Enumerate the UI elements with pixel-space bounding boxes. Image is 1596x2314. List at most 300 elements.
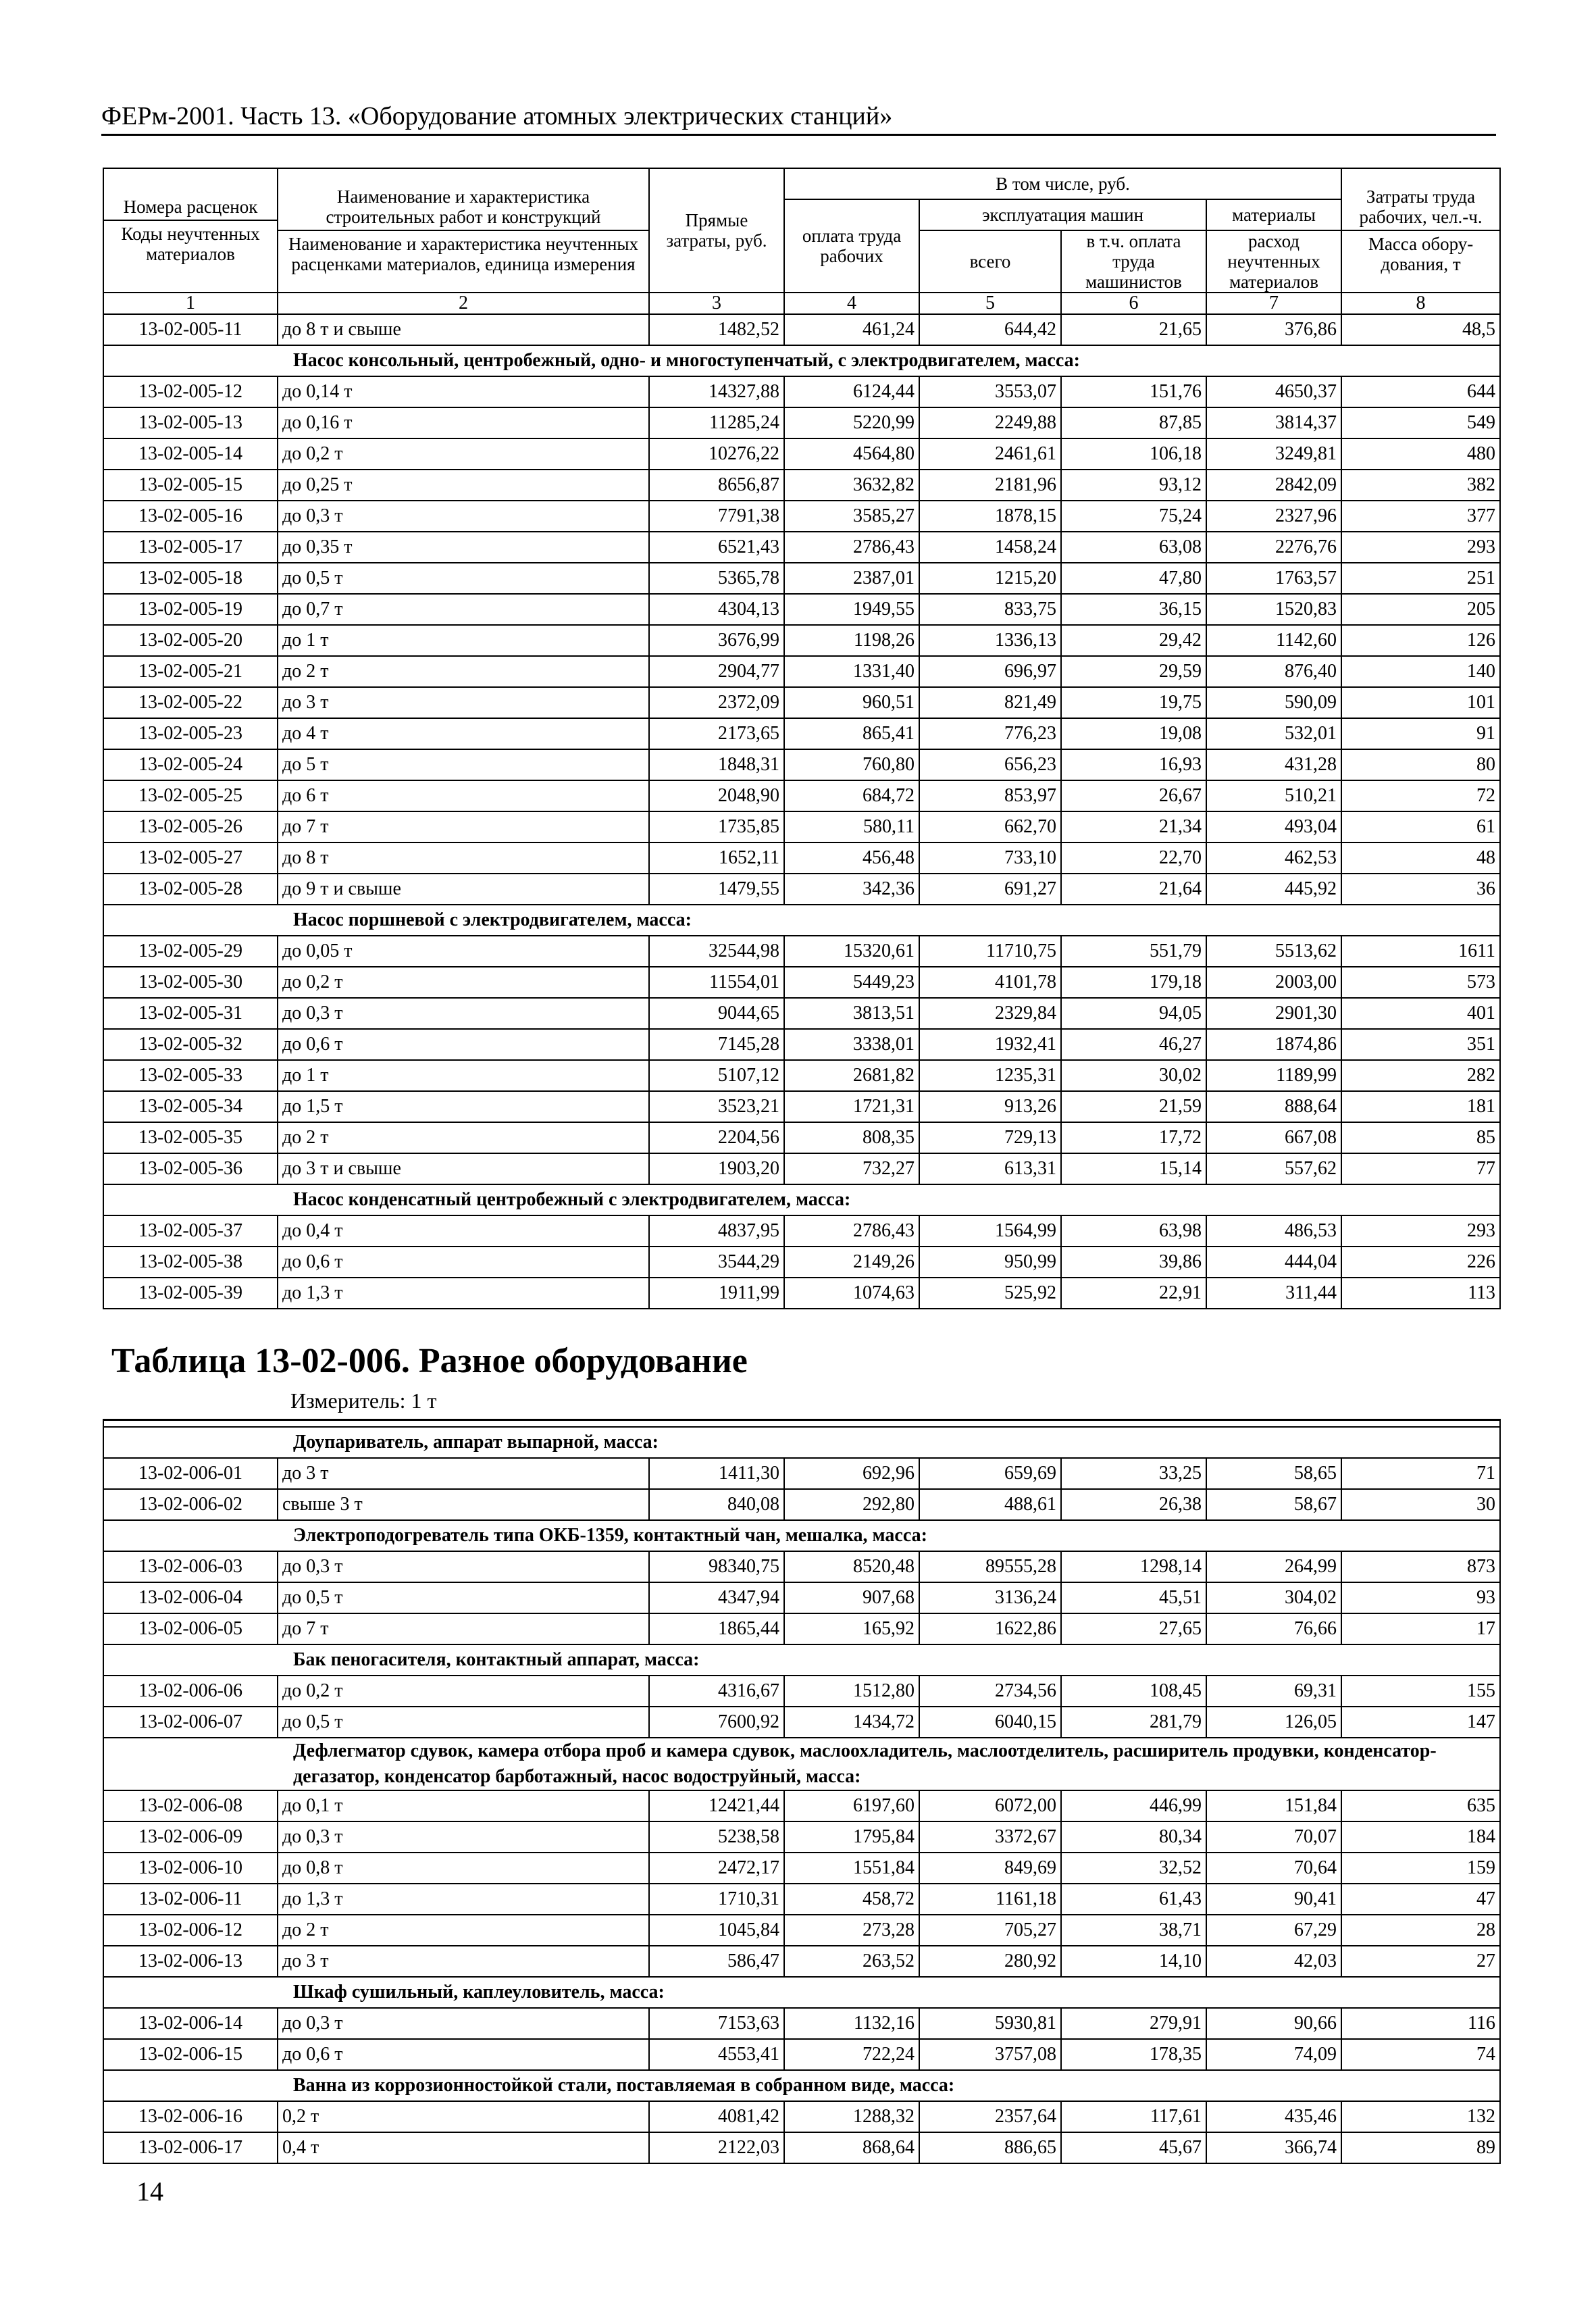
table-row xyxy=(103,563,1500,594)
rate-code: 13-02-005-19 xyxy=(103,594,278,625)
operator-pay: 19,08 xyxy=(1061,718,1206,749)
machines-total: 950,99 xyxy=(919,1247,1061,1278)
page-header: ФЕРм-2001. Часть 13. «Оборудование атомных электрических станций» xyxy=(101,101,1496,136)
work-name: до 1,3 т xyxy=(278,1884,649,1915)
materials: 532,01 xyxy=(1206,718,1341,749)
table-row xyxy=(103,998,1500,1029)
materials: 42,03 xyxy=(1206,1946,1341,1977)
work-name: до 0,3 т xyxy=(278,998,649,1029)
operator-pay: 22,91 xyxy=(1061,1278,1206,1309)
materials: 493,04 xyxy=(1206,811,1341,842)
table-row xyxy=(103,1582,1500,1613)
rate-code: 13-02-005-23 xyxy=(103,718,278,749)
direct-costs: 7145,28 xyxy=(649,1029,784,1060)
machines-total: 913,26 xyxy=(919,1091,1061,1122)
direct-costs: 840,08 xyxy=(649,1489,784,1520)
machines-total: 2734,56 xyxy=(919,1676,1061,1707)
machines-total: 3757,08 xyxy=(919,2039,1061,2070)
table-row xyxy=(103,376,1500,407)
direct-costs: 5238,58 xyxy=(649,1821,784,1853)
operator-pay: 21,64 xyxy=(1061,874,1206,905)
worker-pay: 1288,32 xyxy=(784,2101,919,2132)
direct-costs: 2372,09 xyxy=(649,687,784,718)
rate-code: 13-02-006-12 xyxy=(103,1915,278,1946)
materials: 1189,99 xyxy=(1206,1060,1341,1091)
labor-costs: 293 xyxy=(1341,1215,1500,1247)
labor-costs: 159 xyxy=(1341,1853,1500,1884)
section-row xyxy=(103,1644,1500,1676)
rate-code: 13-02-005-26 xyxy=(103,811,278,842)
direct-costs: 3676,99 xyxy=(649,625,784,656)
labor-costs: 48 xyxy=(1341,842,1500,874)
materials: 3249,81 xyxy=(1206,438,1341,470)
direct-costs: 8656,87 xyxy=(649,470,784,501)
machines-total: 659,69 xyxy=(919,1458,1061,1489)
work-name: до 0,3 т xyxy=(278,1551,649,1582)
direct-costs: 12421,44 xyxy=(649,1790,784,1821)
section-row xyxy=(103,345,1500,376)
machines-total: 1215,20 xyxy=(919,563,1061,594)
operator-pay: 446,99 xyxy=(1061,1790,1206,1821)
machines-total: 656,23 xyxy=(919,749,1061,780)
rate-code: 13-02-005-32 xyxy=(103,1029,278,1060)
worker-pay: 1074,63 xyxy=(784,1278,919,1309)
labor-costs: 71 xyxy=(1341,1458,1500,1489)
table-row xyxy=(103,1613,1500,1644)
section-title: Ванна из коррозионностойкой стали, поставляемая в собранном виде, масса: xyxy=(103,2070,1500,2101)
materials: 876,40 xyxy=(1206,656,1341,687)
work-name: свыше 3 т xyxy=(278,1489,649,1520)
direct-costs: 2472,17 xyxy=(649,1853,784,1884)
table-row xyxy=(103,532,1500,563)
labor-costs: 101 xyxy=(1341,687,1500,718)
machines-total: 1622,86 xyxy=(919,1613,1061,1644)
machines-total: 3553,07 xyxy=(919,376,1061,407)
labor-costs: 282 xyxy=(1341,1060,1500,1091)
col-header-machines: эксплуатация машин xyxy=(919,199,1206,230)
operator-pay: 61,43 xyxy=(1061,1884,1206,1915)
direct-costs: 3523,21 xyxy=(649,1091,784,1122)
labor-costs: 91 xyxy=(1341,718,1500,749)
direct-costs: 5107,12 xyxy=(649,1060,784,1091)
operator-pay: 16,93 xyxy=(1061,749,1206,780)
materials: 486,53 xyxy=(1206,1215,1341,1247)
operator-pay: 33,25 xyxy=(1061,1458,1206,1489)
rate-code: 13-02-005-22 xyxy=(103,687,278,718)
rate-code: 13-02-006-06 xyxy=(103,1676,278,1707)
materials: 69,31 xyxy=(1206,1676,1341,1707)
labor-costs: 480 xyxy=(1341,438,1500,470)
table-row xyxy=(103,470,1500,501)
operator-pay: 47,80 xyxy=(1061,563,1206,594)
worker-pay: 732,27 xyxy=(784,1153,919,1184)
direct-costs: 1911,99 xyxy=(649,1278,784,1309)
work-name: до 0,3 т xyxy=(278,501,649,532)
direct-costs: 9044,65 xyxy=(649,998,784,1029)
worker-pay: 1132,16 xyxy=(784,2008,919,2039)
work-name: до 1,3 т xyxy=(278,1278,649,1309)
table-row xyxy=(103,1029,1500,1060)
work-name: до 0,05 т xyxy=(278,936,649,967)
materials: 2276,76 xyxy=(1206,532,1341,563)
operator-pay: 178,35 xyxy=(1061,2039,1206,2070)
measure-unit: Измеритель: 1 т xyxy=(290,1388,437,1413)
direct-costs: 586,47 xyxy=(649,1946,784,1977)
rate-code: 13-02-005-36 xyxy=(103,1153,278,1184)
work-name: до 9 т и свыше xyxy=(278,874,649,905)
operator-pay: 46,27 xyxy=(1061,1029,1206,1060)
labor-costs: 635 xyxy=(1341,1790,1500,1821)
rate-code: 13-02-005-29 xyxy=(103,936,278,967)
labor-costs: 382 xyxy=(1341,470,1500,501)
rate-code: 13-02-006-02 xyxy=(103,1489,278,1520)
work-name: до 0,5 т xyxy=(278,1707,649,1738)
rate-code: 13-02-005-16 xyxy=(103,501,278,532)
work-name: до 3 т xyxy=(278,1458,649,1489)
table-row xyxy=(103,1853,1500,1884)
materials: 151,84 xyxy=(1206,1790,1341,1821)
table-row xyxy=(103,2132,1500,2163)
materials: 70,07 xyxy=(1206,1821,1341,1853)
operator-pay: 21,65 xyxy=(1061,314,1206,345)
operator-pay: 93,12 xyxy=(1061,470,1206,501)
worker-pay: 684,72 xyxy=(784,780,919,811)
table-row xyxy=(103,625,1500,656)
direct-costs: 1903,20 xyxy=(649,1153,784,1184)
materials: 667,08 xyxy=(1206,1122,1341,1153)
work-name: до 0,6 т xyxy=(278,1247,649,1278)
table-row xyxy=(103,2101,1500,2132)
work-name: до 0,35 т xyxy=(278,532,649,563)
labor-costs: 251 xyxy=(1341,563,1500,594)
col-header-worker-pay: оплата труда рабочих xyxy=(784,199,919,293)
worker-pay: 865,41 xyxy=(784,718,919,749)
labor-costs: 132 xyxy=(1341,2101,1500,2132)
table-title: Таблица 13-02-006. Разное оборудование xyxy=(111,1342,748,1380)
direct-costs: 7791,38 xyxy=(649,501,784,532)
worker-pay: 760,80 xyxy=(784,749,919,780)
section-title: Шкаф сушильный, каплеуловитель, масса: xyxy=(103,1977,1500,2008)
section-row xyxy=(103,1520,1500,1551)
direct-costs: 5365,78 xyxy=(649,563,784,594)
worker-pay: 580,11 xyxy=(784,811,919,842)
rate-code: 13-02-005-38 xyxy=(103,1247,278,1278)
work-name: до 0,5 т xyxy=(278,563,649,594)
section-row xyxy=(103,1738,1500,1790)
worker-pay: 1434,72 xyxy=(784,1707,919,1738)
machines-total: 696,97 xyxy=(919,656,1061,687)
machines-total: 729,13 xyxy=(919,1122,1061,1153)
work-name: до 0,14 т xyxy=(278,376,649,407)
rate-code: 13-02-005-27 xyxy=(103,842,278,874)
labor-costs: 377 xyxy=(1341,501,1500,532)
work-name: до 0,25 т xyxy=(278,470,649,501)
machines-total: 705,27 xyxy=(919,1915,1061,1946)
work-name: 0,4 т xyxy=(278,2132,649,2163)
materials: 2901,30 xyxy=(1206,998,1341,1029)
operator-pay: 106,18 xyxy=(1061,438,1206,470)
table-body xyxy=(103,1420,1500,2164)
machines-total: 1336,13 xyxy=(919,625,1061,656)
col-header-group: В том числе, руб. xyxy=(784,168,1341,199)
direct-costs: 7153,63 xyxy=(649,2008,784,2039)
materials: 90,66 xyxy=(1206,2008,1341,2039)
table-row xyxy=(103,407,1500,438)
materials: 2842,09 xyxy=(1206,470,1341,501)
section-title: Бак пеногасителя, контактный аппарат, масса: xyxy=(103,1644,1500,1676)
work-name: до 8 т и свыше xyxy=(278,314,649,345)
worker-pay: 1198,26 xyxy=(784,625,919,656)
table-row xyxy=(103,2039,1500,2070)
worker-pay: 456,48 xyxy=(784,842,919,874)
page-number: 14 xyxy=(136,2176,163,2207)
section-title: Насос консольный, центробежный, одно- и многоступенчатый, с электродвигателем, масса: xyxy=(103,345,1500,376)
direct-costs: 7600,92 xyxy=(649,1707,784,1738)
operator-pay: 38,71 xyxy=(1061,1915,1206,1946)
machines-total: 525,92 xyxy=(919,1278,1061,1309)
table-row xyxy=(103,1122,1500,1153)
operator-pay: 1298,14 xyxy=(1061,1551,1206,1582)
worker-pay: 5220,99 xyxy=(784,407,919,438)
work-name: до 0,8 т xyxy=(278,1853,649,1884)
section-title: Доупариватель, аппарат выпарной, масса: xyxy=(103,1427,1500,1458)
worker-pay: 960,51 xyxy=(784,687,919,718)
materials: 1520,83 xyxy=(1206,594,1341,625)
work-name: до 0,1 т xyxy=(278,1790,649,1821)
machines-total: 833,75 xyxy=(919,594,1061,625)
machines-total: 853,97 xyxy=(919,780,1061,811)
direct-costs: 6521,43 xyxy=(649,532,784,563)
table-row xyxy=(103,438,1500,470)
labor-costs: 27 xyxy=(1341,1946,1500,1977)
worker-pay: 722,24 xyxy=(784,2039,919,2070)
materials: 510,21 xyxy=(1206,780,1341,811)
table-row xyxy=(103,967,1500,998)
work-name: до 2 т xyxy=(278,1122,649,1153)
direct-costs: 32544,98 xyxy=(649,936,784,967)
table-row xyxy=(103,749,1500,780)
table-row xyxy=(103,1091,1500,1122)
table-row xyxy=(103,1790,1500,1821)
labor-costs: 17 xyxy=(1341,1613,1500,1644)
rate-code: 13-02-006-08 xyxy=(103,1790,278,1821)
rate-code: 13-02-005-13 xyxy=(103,407,278,438)
machines-total: 3136,24 xyxy=(919,1582,1061,1613)
labor-costs: 28 xyxy=(1341,1915,1500,1946)
direct-costs: 10276,22 xyxy=(649,438,784,470)
materials: 70,64 xyxy=(1206,1853,1341,1884)
machines-total: 1878,15 xyxy=(919,501,1061,532)
rate-code: 13-02-005-30 xyxy=(103,967,278,998)
machines-total: 1564,99 xyxy=(919,1215,1061,1247)
materials: 444,04 xyxy=(1206,1247,1341,1278)
direct-costs: 1479,55 xyxy=(649,874,784,905)
operator-pay: 179,18 xyxy=(1061,967,1206,998)
work-name: до 8 т xyxy=(278,842,649,874)
table-row xyxy=(103,1458,1500,1489)
col-header-labor: Затраты труда рабочих, чел.-ч. Масса обору-дования, т xyxy=(1341,168,1500,293)
direct-costs: 4304,13 xyxy=(649,594,784,625)
rate-code: 13-02-005-18 xyxy=(103,563,278,594)
table-row xyxy=(103,1915,1500,1946)
worker-pay: 263,52 xyxy=(784,1946,919,1977)
rate-code: 13-02-005-21 xyxy=(103,656,278,687)
rate-code: 13-02-005-15 xyxy=(103,470,278,501)
labor-costs: 48,5 xyxy=(1341,314,1500,345)
materials: 311,44 xyxy=(1206,1278,1341,1309)
direct-costs: 3544,29 xyxy=(649,1247,784,1278)
table-row xyxy=(103,1551,1500,1582)
labor-costs: 74 xyxy=(1341,2039,1500,2070)
worker-pay: 1721,31 xyxy=(784,1091,919,1122)
work-name: до 3 т xyxy=(278,687,649,718)
col-header-total: всего xyxy=(919,230,1061,293)
machines-total: 1458,24 xyxy=(919,532,1061,563)
labor-costs: 293 xyxy=(1341,532,1500,563)
labor-costs: 184 xyxy=(1341,1821,1500,1853)
direct-costs: 4316,67 xyxy=(649,1676,784,1707)
labor-costs: 351 xyxy=(1341,1029,1500,1060)
materials: 76,66 xyxy=(1206,1613,1341,1644)
materials: 3814,37 xyxy=(1206,407,1341,438)
materials: 2327,96 xyxy=(1206,501,1341,532)
worker-pay: 1795,84 xyxy=(784,1821,919,1853)
labor-costs: 113 xyxy=(1341,1278,1500,1309)
direct-costs: 1710,31 xyxy=(649,1884,784,1915)
work-name: до 1 т xyxy=(278,1060,649,1091)
materials: 264,99 xyxy=(1206,1551,1341,1582)
direct-costs: 1848,31 xyxy=(649,749,784,780)
table-row xyxy=(103,1884,1500,1915)
worker-pay: 458,72 xyxy=(784,1884,919,1915)
col-header-codes: Номера расценок Коды неучтенных материалов xyxy=(103,168,278,293)
labor-costs: 80 xyxy=(1341,749,1500,780)
work-name: до 1 т xyxy=(278,625,649,656)
work-name: до 0,6 т xyxy=(278,1029,649,1060)
worker-pay: 461,24 xyxy=(784,314,919,345)
labor-costs: 126 xyxy=(1341,625,1500,656)
rate-code: 13-02-005-33 xyxy=(103,1060,278,1091)
work-name: до 0,2 т xyxy=(278,438,649,470)
work-name: до 0,5 т xyxy=(278,1582,649,1613)
worker-pay: 2786,43 xyxy=(784,532,919,563)
rate-code: 13-02-005-17 xyxy=(103,532,278,563)
labor-costs: 147 xyxy=(1341,1707,1500,1738)
materials: 1874,86 xyxy=(1206,1029,1341,1060)
rate-code: 13-02-006-14 xyxy=(103,2008,278,2039)
machines-total: 2181,96 xyxy=(919,470,1061,501)
worker-pay: 2387,01 xyxy=(784,563,919,594)
labor-costs: 116 xyxy=(1341,2008,1500,2039)
labor-costs: 155 xyxy=(1341,1676,1500,1707)
work-name: до 2 т xyxy=(278,656,649,687)
direct-costs: 2204,56 xyxy=(649,1122,784,1153)
operator-pay: 75,24 xyxy=(1061,501,1206,532)
worker-pay: 808,35 xyxy=(784,1122,919,1153)
operator-pay: 63,08 xyxy=(1061,532,1206,563)
materials: 304,02 xyxy=(1206,1582,1341,1613)
worker-pay: 6124,44 xyxy=(784,376,919,407)
col-header-operator-pay: в т.ч. оплата труда машинистов xyxy=(1061,230,1206,293)
direct-costs: 2173,65 xyxy=(649,718,784,749)
work-name: 0,2 т xyxy=(278,2101,649,2132)
worker-pay: 342,36 xyxy=(784,874,919,905)
labor-costs: 89 xyxy=(1341,2132,1500,2163)
machines-total: 6040,15 xyxy=(919,1707,1061,1738)
operator-pay: 27,65 xyxy=(1061,1613,1206,1644)
labor-costs: 401 xyxy=(1341,998,1500,1029)
machines-total: 89555,28 xyxy=(919,1551,1061,1582)
labor-costs: 644 xyxy=(1341,376,1500,407)
machines-total: 11710,75 xyxy=(919,936,1061,967)
table-row xyxy=(103,1247,1500,1278)
rates-table-13-02-005 xyxy=(103,168,1501,1309)
labor-costs: 140 xyxy=(1341,656,1500,687)
work-name: до 0,16 т xyxy=(278,407,649,438)
machines-total: 1235,31 xyxy=(919,1060,1061,1091)
col-header-name: Наименование и характеристика строительных работ и конструкций Наименование и характеристика неучтенных расценками материалов, единица измерения xyxy=(278,168,649,293)
section-row xyxy=(103,1184,1500,1215)
operator-pay: 63,98 xyxy=(1061,1215,1206,1247)
worker-pay: 6197,60 xyxy=(784,1790,919,1821)
machines-total: 849,69 xyxy=(919,1853,1061,1884)
operator-pay: 19,75 xyxy=(1061,687,1206,718)
rate-code: 13-02-006-17 xyxy=(103,2132,278,2163)
materials: 4650,37 xyxy=(1206,376,1341,407)
work-name: до 0,2 т xyxy=(278,1676,649,1707)
direct-costs: 4081,42 xyxy=(649,2101,784,2132)
machines-total: 1932,41 xyxy=(919,1029,1061,1060)
col-header-direct-costs: Прямые затраты, руб. xyxy=(649,168,784,293)
worker-pay: 165,92 xyxy=(784,1613,919,1644)
rate-code: 13-02-005-25 xyxy=(103,780,278,811)
materials: 90,41 xyxy=(1206,1884,1341,1915)
rate-code: 13-02-005-37 xyxy=(103,1215,278,1247)
section-row xyxy=(103,1427,1500,1458)
worker-pay: 692,96 xyxy=(784,1458,919,1489)
direct-costs: 1865,44 xyxy=(649,1613,784,1644)
labor-costs: 181 xyxy=(1341,1091,1500,1122)
operator-pay: 39,86 xyxy=(1061,1247,1206,1278)
operator-pay: 87,85 xyxy=(1061,407,1206,438)
materials: 1142,60 xyxy=(1206,625,1341,656)
operator-pay: 45,67 xyxy=(1061,2132,1206,2163)
materials: 58,65 xyxy=(1206,1458,1341,1489)
machines-total: 691,27 xyxy=(919,874,1061,905)
table-row xyxy=(103,1676,1500,1707)
table-row xyxy=(103,1060,1500,1091)
operator-pay: 14,10 xyxy=(1061,1946,1206,1977)
machines-total: 2329,84 xyxy=(919,998,1061,1029)
machines-total: 2357,64 xyxy=(919,2101,1061,2132)
work-name: до 4 т xyxy=(278,718,649,749)
labor-costs: 549 xyxy=(1341,407,1500,438)
worker-pay: 1512,80 xyxy=(784,1676,919,1707)
worker-pay: 2786,43 xyxy=(784,1215,919,1247)
rate-code: 13-02-006-03 xyxy=(103,1551,278,1582)
col-header-material-use: расход неучтенных материалов xyxy=(1206,230,1341,293)
rate-code: 13-02-005-31 xyxy=(103,998,278,1029)
labor-costs: 226 xyxy=(1341,1247,1500,1278)
worker-pay: 1331,40 xyxy=(784,656,919,687)
worker-pay: 1949,55 xyxy=(784,594,919,625)
work-name: до 3 т xyxy=(278,1946,649,1977)
table-row xyxy=(103,687,1500,718)
table-row xyxy=(103,874,1500,905)
operator-pay: 108,45 xyxy=(1061,1676,1206,1707)
machines-total: 2461,61 xyxy=(919,438,1061,470)
machines-total: 280,92 xyxy=(919,1946,1061,1977)
